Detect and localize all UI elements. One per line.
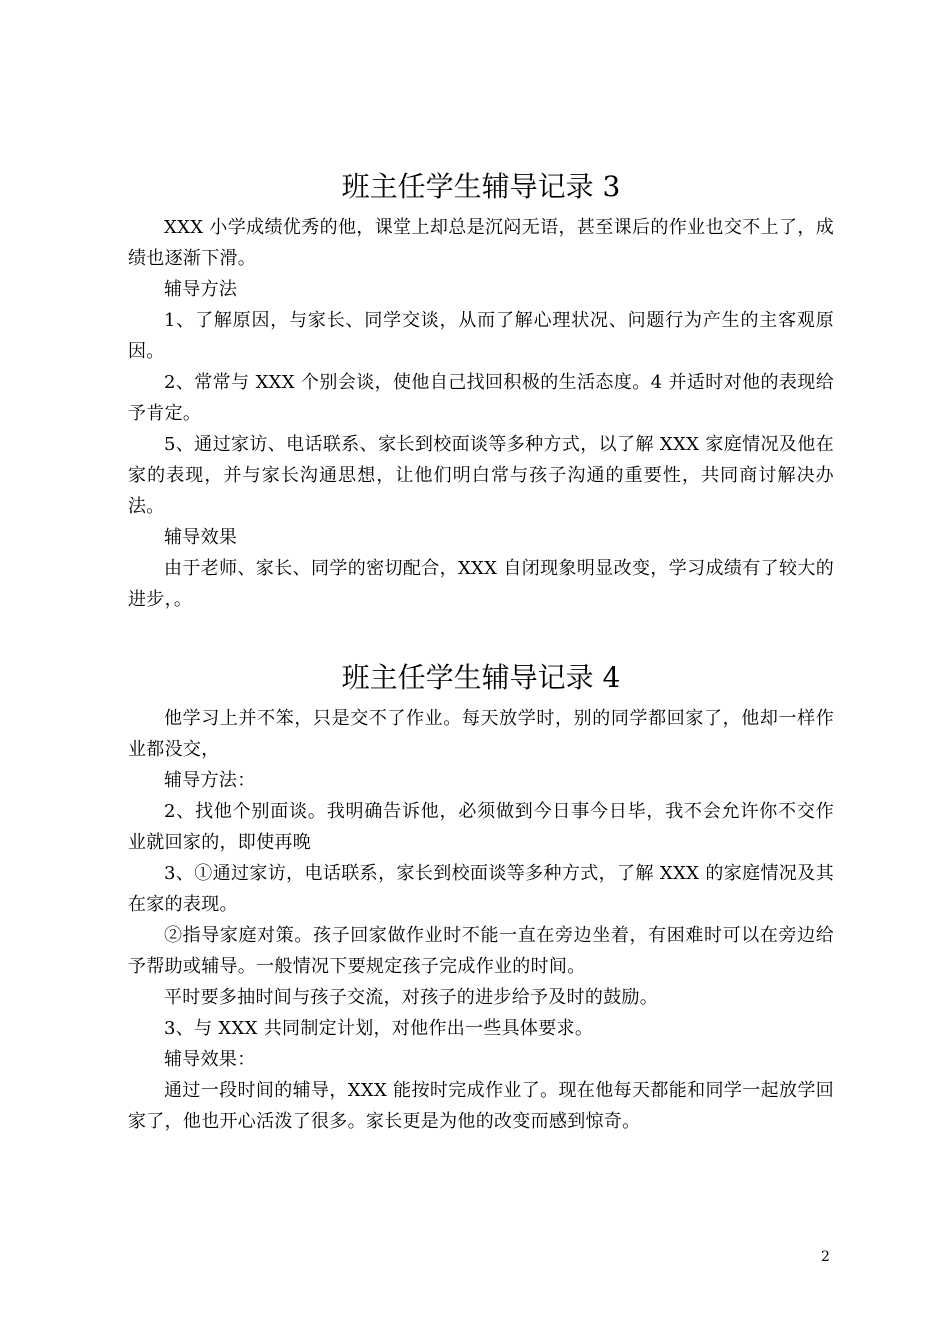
paragraph: 5、通过家访、电话联系、家长到校面谈等多种方式，以了解 XXX 家庭情况及他在家的表现，并与家长沟通思想，让他们明白常与孩子沟通的重要性，共同商讨解决办法。: [128, 434, 834, 517]
record-3: [128, 165, 834, 615]
record-title: 班主任学生辅导记录 4: [341, 661, 621, 694]
section-heading: 辅导方法：: [164, 770, 256, 791]
paragraph: 平时要多抽时间与孩子交流，对孩子的进步给予及时的鼓励。: [164, 987, 659, 1008]
record-title: 班主任学生辅导记录 3: [341, 170, 621, 203]
paragraph: 2、常常与 XXX 个别会谈，使他自己找回积极的生活态度。4 并适时对他的表现给予肯定。: [128, 372, 834, 424]
section-spacer: [128, 615, 834, 656]
section-heading: 辅导效果: [164, 527, 238, 548]
paragraph: XXX 小学成绩优秀的他，课堂上却总是沉闷无语，甚至课后的作业也交不上了，成绩也逐渐下滑。: [128, 217, 834, 269]
record-4: [128, 656, 834, 1137]
paragraph: 他学习上并不笨，只是交不了作业。每天放学时，别的同学都回家了，他却一样作业都没交，: [128, 708, 834, 760]
paragraph: 3、①通过家访，电话联系，家长到校面谈等多种方式，了解 XXX 的家庭情况及其在家的表现。: [128, 863, 834, 915]
page-number: 2: [821, 1249, 830, 1265]
paragraph: ②指导家庭对策。孩子回家做作业时不能一直在旁边坐着，有困难时可以在旁边给予帮助或辅导。一般情况下要规定孩子完成作业的时间。: [128, 925, 834, 977]
paragraph: 2、找他个别面谈。我明确告诉他，必须做到今日事今日毕，我不会允许你不交作业就回家的，即使再晚: [128, 801, 834, 853]
paragraph: 由于老师、家长、同学的密切配合，XXX 自闭现象明显改变，学习成绩有了较大的进步，。: [128, 558, 834, 610]
section-heading: 辅导效果：: [164, 1049, 256, 1070]
paragraph: 1、了解原因，与家长、同学交谈，从而了解心理状况、问题行为产生的主客观原因。: [128, 310, 834, 362]
paragraph: 通过一段时间的辅导，XXX 能按时完成作业了。现在他每天都能和同学一起放学回家了，他也开心活泼了很多。家长更是为他的改变而感到惊奇。: [128, 1080, 834, 1132]
paragraph: 3、与 XXX 共同制定计划，对他作出一些具体要求。: [164, 1018, 594, 1039]
section-heading: 辅导方法: [164, 279, 238, 300]
document-content: [128, 165, 834, 1137]
